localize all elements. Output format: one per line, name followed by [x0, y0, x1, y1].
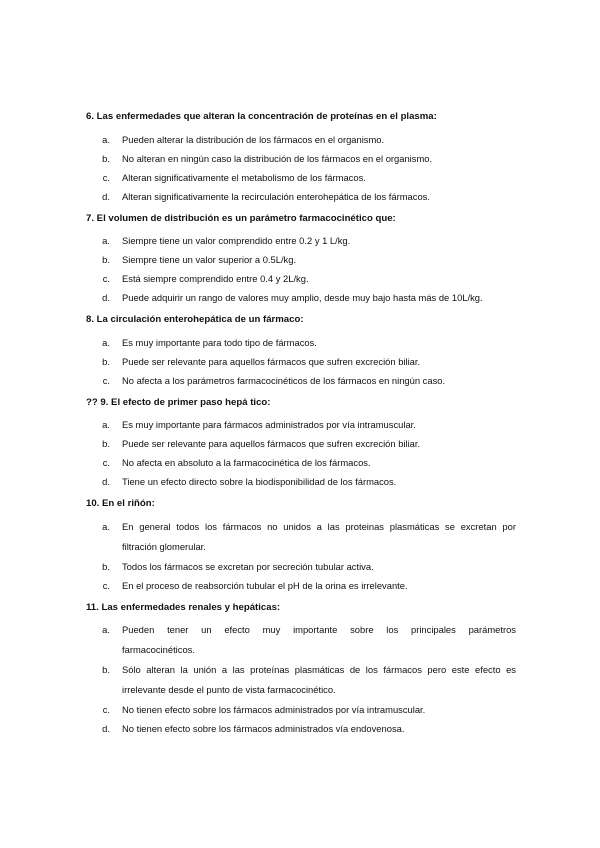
option-item [86, 576, 516, 595]
option-item [86, 371, 516, 390]
question-title: 8. La circulación enterohepática de un fármaco: [86, 314, 304, 325]
question-title: 7. El volumen de distribución es un parámetro farmacocinético que: [86, 212, 396, 224]
option-letter: c. [102, 457, 110, 468]
question-8 [86, 313, 516, 390]
option-text: No tienen efecto sobre los fármacos administrados vía endovenosa. [122, 723, 405, 734]
option-list [86, 517, 516, 595]
option-item [86, 719, 516, 738]
option-text: No afecta a los parámetros farmacocinéticos de los fármacos en ningún caso. [122, 374, 446, 386]
option-text: No afecta en absoluto a la farmacocinética de los fármacos. [122, 457, 371, 468]
option-letter: b. [102, 254, 110, 265]
option-letter: a. [102, 133, 110, 145]
question-title: ?? 9. El efecto de primer paso hepá tico: [86, 396, 271, 408]
option-item [86, 352, 516, 371]
option-item [86, 660, 516, 700]
option-text: Puede ser relevante para aquellos fármacos que sufren excreción biliar. [122, 355, 421, 367]
option-text: Sólo alteran la unión a las proteínas plasmáticas de los fármacos pero este efecto es [122, 664, 516, 675]
option-letter: b. [102, 355, 110, 367]
option-item [86, 333, 516, 352]
option-text: Siempre tiene un valor comprendido entre 0.2 y 1 L/kg. [122, 235, 351, 246]
option-text: Alteran significativamente el metabolismo de los fármacos. [122, 171, 366, 183]
option-letter: c. [102, 171, 110, 183]
option-letter: b. [102, 438, 110, 449]
option-letter: c. [102, 579, 110, 591]
option-text: Puede adquirir un rango de valores muy amplio, desde muy bajo hasta más de 10L/kg. [122, 292, 483, 303]
option-text: Alteran significativamente la recirculación enterohepática de los fármacos. [122, 190, 430, 202]
option-letter: c. [102, 704, 110, 715]
option-letter: d. [102, 476, 110, 487]
option-text: Es muy importante para fármacos administrados por vía intramuscular. [122, 419, 416, 430]
question-11 [86, 601, 516, 739]
option-item [86, 130, 516, 149]
option-text: En general todos los fármacos no unidos a las proteinas plasmáticas se excretan por [122, 520, 516, 532]
option-list [86, 333, 516, 390]
option-list [86, 130, 516, 206]
option-letter: a. [102, 520, 110, 532]
option-text: Es muy importante para todo tipo de fármacos. [122, 336, 317, 348]
question-9 [86, 396, 516, 492]
option-text: Puede ser relevante para aquellos fármacos que sufren excreción biliar. [122, 438, 421, 449]
option-item [86, 168, 516, 187]
option-item [86, 415, 516, 434]
option-letter: b. [102, 152, 110, 164]
option-item [86, 557, 516, 576]
option-text: Pueden tener un efecto muy importante sobre los principales parámetros [122, 624, 516, 635]
option-text: No tienen efecto sobre los fármacos administrados por vía intramuscular. [122, 704, 426, 715]
option-item [86, 288, 516, 307]
option-text-block [122, 660, 516, 700]
option-item [86, 269, 516, 288]
option-item [86, 149, 516, 168]
option-text-block [122, 517, 516, 557]
question-list [86, 110, 516, 744]
option-letter: d. [102, 190, 110, 202]
option-list [86, 415, 516, 491]
option-item [86, 620, 516, 660]
option-text-continued: irrelevante desde el punto de vista farmacocinético. [122, 684, 336, 695]
option-letter: d. [102, 723, 110, 734]
option-list [86, 620, 516, 738]
option-letter: a. [102, 419, 110, 430]
question-6 [86, 110, 516, 206]
option-letter: d. [102, 292, 110, 303]
option-letter: c. [102, 374, 110, 386]
option-text: En el proceso de reabsorción tubular el pH de la orina es irrelevante. [122, 579, 408, 591]
option-letter: a. [102, 235, 110, 246]
option-item [86, 231, 516, 250]
question-title: 6. Las enfermedades que alteran la concentración de proteínas en el plasma: [86, 111, 437, 122]
option-item [86, 453, 516, 472]
option-text-block [122, 620, 516, 660]
option-item [86, 187, 516, 206]
question-10 [86, 497, 516, 595]
option-text: No alteran en ningún caso la distribución de los fármacos en el organismo. [122, 152, 433, 164]
option-text-continued: filtración glomerular. [122, 540, 206, 552]
question-title: 10. En el riñón: [86, 498, 155, 509]
option-text: Pueden alterar la distribución de los fármacos en el organismo. [122, 133, 385, 145]
option-item [86, 700, 516, 719]
option-letter: a. [102, 336, 110, 348]
option-text: Siempre tiene un valor superior a 0.5L/kg. [122, 254, 297, 265]
option-text: Todos los fármacos se excretan por secreción tubular activa. [122, 560, 374, 572]
option-letter: c. [102, 273, 110, 284]
option-item [86, 472, 516, 491]
option-text: Tiene un efecto directo sobre la biodisponibilidad de los fármacos. [122, 476, 397, 487]
option-item [86, 517, 516, 557]
option-letter: b. [102, 560, 110, 572]
question-7 [86, 212, 516, 308]
option-text-continued: farmacocinéticos. [122, 644, 195, 655]
option-text: Está siempre comprendido entre 0.4 y 2L/kg. [122, 273, 309, 284]
option-item [86, 250, 516, 269]
option-letter: a. [102, 624, 110, 635]
option-letter: b. [102, 664, 110, 675]
option-item [86, 434, 516, 453]
option-list [86, 231, 516, 307]
question-title: 11. Las enfermedades renales y hepáticas: [86, 601, 281, 613]
